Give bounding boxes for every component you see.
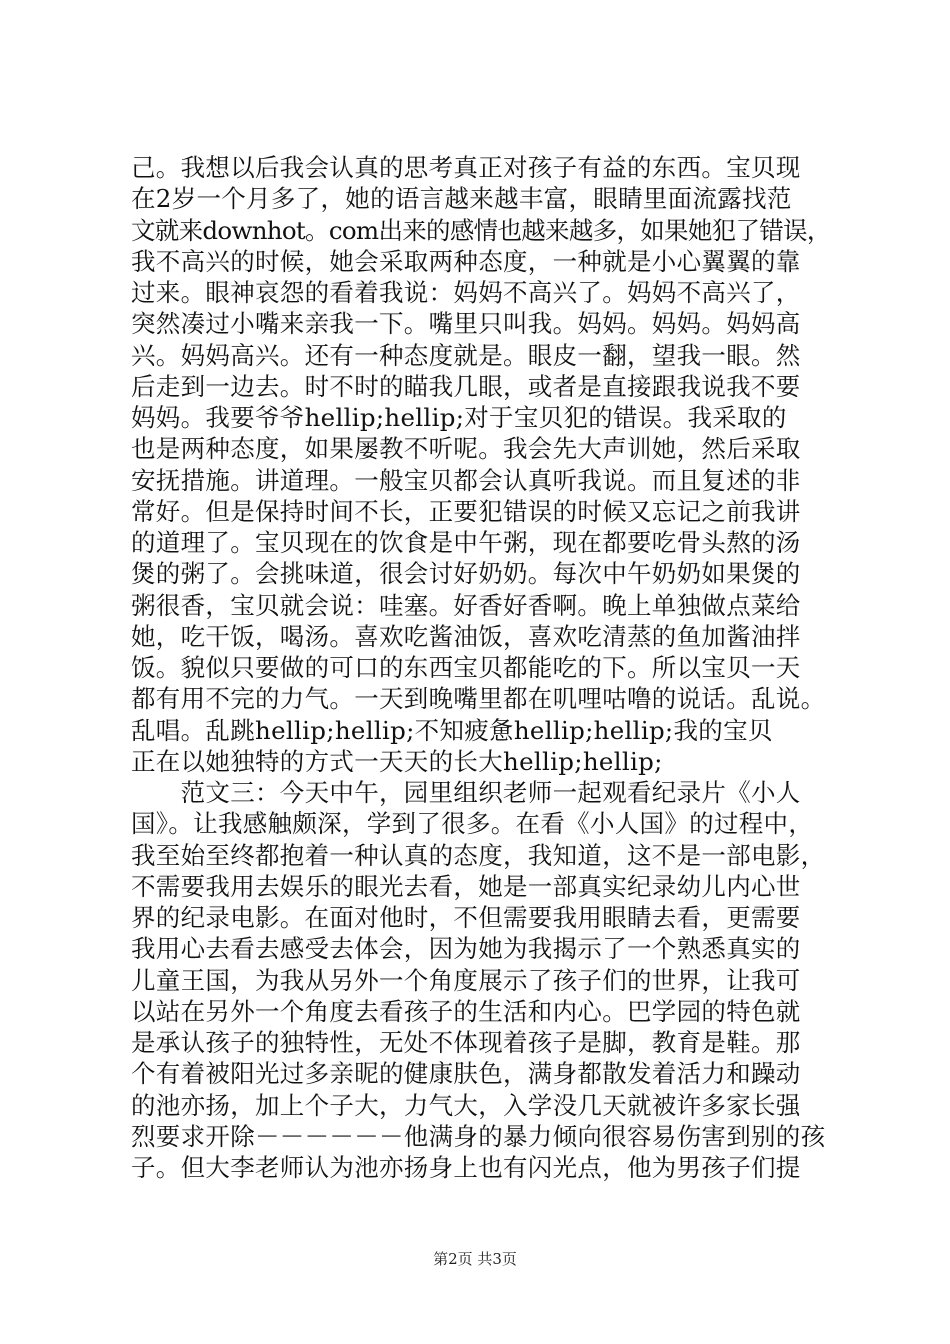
text-line: 的道理了。宝贝现在的饮食是中午粥，现在都要吃骨头熬的汤 xyxy=(131,528,801,557)
text-line: 我至始至终都抱着一种认真的态度，我知道，这不是一部电影， xyxy=(131,840,826,870)
text-line: 也是两种态度，如果屡教不听呢。我会先大声训她，然后采取 xyxy=(131,434,801,464)
text-line: 粥很香，宝贝就会说：哇塞。好香好香啊。晚上单独做点菜给 xyxy=(131,590,801,620)
page-indicator: 第2页 共3页 xyxy=(433,1250,517,1268)
text-line: 我不高兴的时候，她会采取两种态度，一种就是小心翼翼的靠 xyxy=(131,246,801,276)
text-line: 乱唱。乱跳hellip;hellip;不知疲惫hellip;hellip;我的宝贝 xyxy=(131,715,773,745)
text-line: 都有用不完的力气。一天到晚嘴里都在叽哩咕噜的说话。乱说。 xyxy=(131,684,826,714)
text-line: 我用心去看去感受去体会，因为她为我揭示了一个熟悉真实的 xyxy=(131,934,801,964)
text-line: 她，吃干饭，喝汤。喜欢吃酱油饭，喜欢吃清蒸的鱼加酱油拌 xyxy=(131,621,801,651)
text-line: 饭。貌似只要做的可口的东西宝贝都能吃的下。所以宝贝一天 xyxy=(131,653,801,682)
text-line: 界的纪录电影。在面对他时，不但需要我用眼睛去看，更需要 xyxy=(131,903,801,932)
text-line: 常好。但是保持时间不长，正要犯错误的时候又忘记之前我讲 xyxy=(131,496,801,526)
text-line: 文就来downhot。com出来的感情也越来越多，如果她犯了错误， xyxy=(131,215,831,245)
text-line: 煲的粥了。会挑味道，很会讨好奶奶。每次中午奶奶如果煲的 xyxy=(131,559,801,589)
text-line: 的池亦扬，加上个子大，力气大，入学没几天就被许多家长强 xyxy=(131,1090,801,1120)
text-line: 是承认孩子的独特性，无处不体现着孩子是脚，教育是鞋。那 xyxy=(131,1028,801,1057)
text-line: 子。但大李老师认为池亦扬身上也有闪光点，他为男孩子们提 xyxy=(131,1153,801,1182)
text-line: 突然凑过小嘴来亲我一下。嘴里只叫我。妈妈。妈妈。妈妈高 xyxy=(131,309,801,339)
text-line: 不需要我用去娱乐的眼光去看，她是一部真实纪录幼儿内心世 xyxy=(131,871,801,901)
text-line: 正在以她独特的方式一天天的长大hellip;hellip; xyxy=(131,746,663,776)
text-line: 烈要求开除－－－－－－他满身的暴力倾向很容易伤害到别的孩 xyxy=(131,1121,826,1151)
text-line: 兴。妈妈高兴。还有一种态度就是。眼皮一翻，望我一眼。然 xyxy=(131,340,801,370)
text-line: 儿童王国，为我从另外一个角度展示了孩子们的世界，让我可 xyxy=(131,965,801,995)
text-line: 安抚措施。讲道理。一般宝贝都会认真听我说。而且复述的非 xyxy=(131,465,801,495)
text-line: 以站在另外一个角度去看孩子的生活和内心。巴学园的特色就 xyxy=(131,996,801,1026)
text-line: 后走到一边去。时不时的瞄我几眼，或者是直接跟我说我不要 xyxy=(131,371,801,401)
text-line: 妈妈。我要爷爷hellip;hellip;对于宝贝犯的错误。我采取的 xyxy=(131,403,787,432)
text-line: 国》。让我感触颇深，学到了很多。在看《小人国》的过程中， xyxy=(131,809,814,839)
text-line: 过来。眼神哀怨的看着我说：妈妈不高兴了。妈妈不高兴了， xyxy=(131,278,801,307)
text-line: 己。我想以后我会认真的思考真正对孩子有益的东西。宝贝现 xyxy=(131,153,801,182)
text-line: 范文三：今天中午，园里组织老师一起观看纪录片《小人 xyxy=(131,778,801,807)
text-line: 在2岁一个月多了，她的语言越来越丰富，眼睛里面流露找范 xyxy=(131,184,792,214)
text-line: 个有着被阳光过多亲昵的健康肤色，满身都散发着活力和躁动 xyxy=(131,1059,801,1089)
body-text xyxy=(131,152,831,1183)
